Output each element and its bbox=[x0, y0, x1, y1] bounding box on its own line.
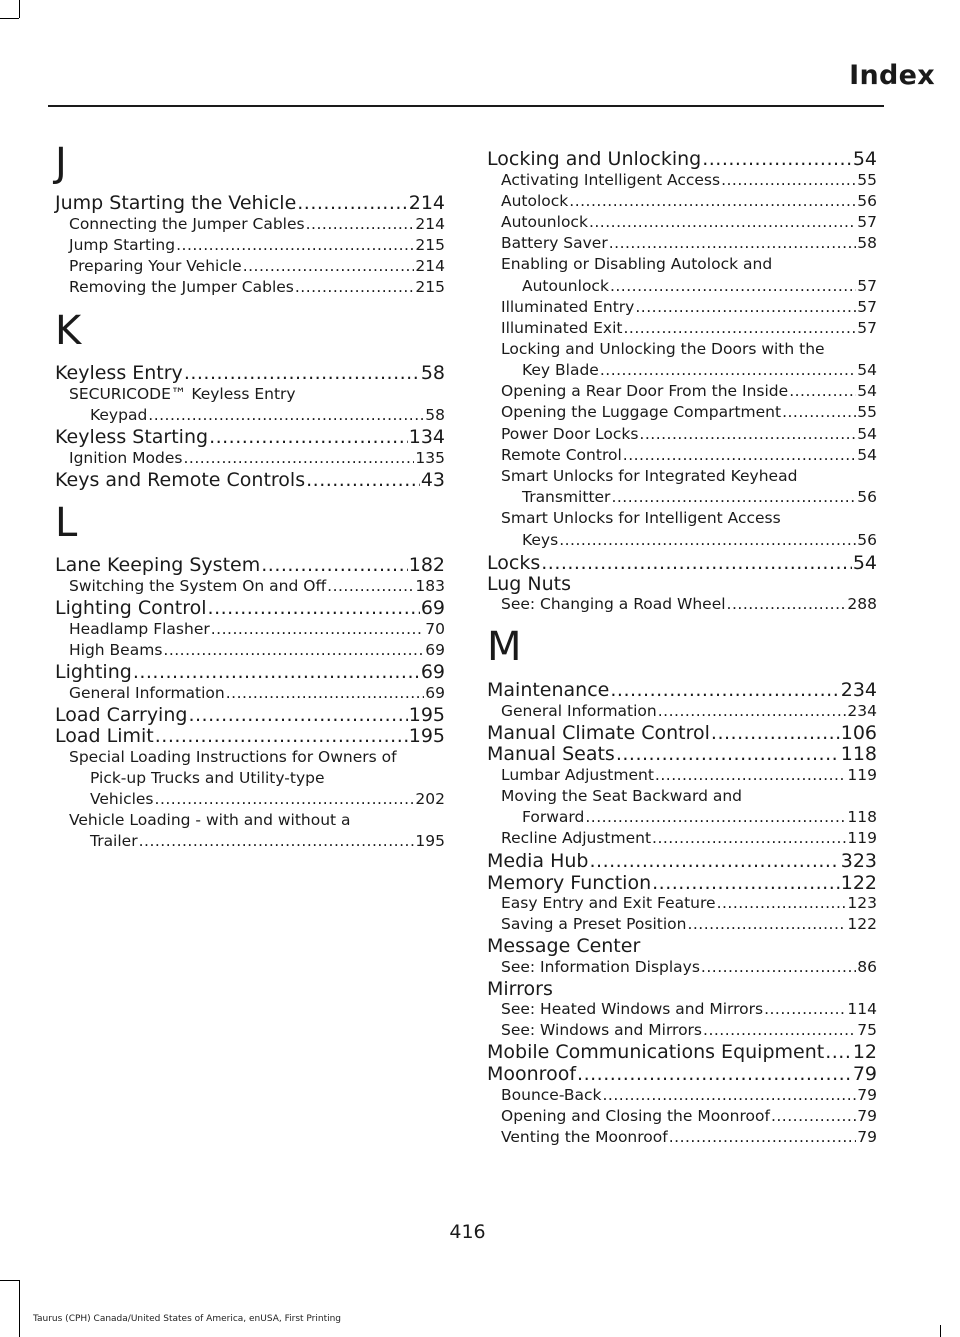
index-entry[interactable]: Keys and Remote Controls ..... 43 bbox=[55, 471, 445, 490]
index-subentry[interactable]: Vehicles ..... 202 bbox=[55, 792, 445, 808]
section-letter-j: J bbox=[55, 140, 67, 186]
index-subentry[interactable]: Ignition Modes ..... 135 bbox=[55, 451, 445, 467]
page-title: Index bbox=[849, 60, 935, 91]
index-entry[interactable]: Media Hub ..... 323 bbox=[487, 852, 877, 871]
index-subentry[interactable]: Saving a Preset Position ..... 122 bbox=[487, 917, 877, 933]
index-subentry[interactable]: Recline Adjustment ..... 119 bbox=[487, 831, 877, 847]
index-subentry[interactable]: General Information ..... 69 bbox=[55, 686, 445, 702]
crop-mark bbox=[0, 1280, 19, 1281]
index-entry-label: Lug Nuts bbox=[487, 573, 571, 595]
crop-mark bbox=[0, 18, 19, 19]
index-entry[interactable]: Locking and Unlocking ..... 54 bbox=[487, 150, 877, 169]
index-subentry[interactable]: Venting the Moonroof ..... 79 bbox=[487, 1130, 877, 1146]
index-subentry-line: Smart Unlocks for Integrated Keyhead bbox=[501, 467, 798, 485]
index-subentry[interactable]: Bounce-Back ..... 79 bbox=[487, 1088, 877, 1104]
index-subentry-line: Moving the Seat Backward and bbox=[501, 787, 742, 805]
index-entry[interactable]: Lighting Control ..... 69 bbox=[55, 599, 445, 618]
index-subentry[interactable]: Forward ..... 118 bbox=[487, 810, 877, 826]
index-subentry[interactable]: Battery Saver ..... 58 bbox=[487, 236, 877, 252]
index-subentry[interactable]: Remote Control ..... 54 bbox=[487, 448, 877, 464]
index-subentry[interactable]: Keypad ..... 58 bbox=[55, 408, 445, 424]
index-subentry[interactable]: Key Blade ..... 54 bbox=[487, 363, 877, 379]
index-subentry[interactable]: See: Heated Windows and Mirrors ..... 114 bbox=[487, 1002, 877, 1018]
index-subentry-line: Special Loading Instructions for Owners of bbox=[69, 748, 397, 766]
index-subentry[interactable]: Switching the System On and Off ..... 183 bbox=[55, 579, 445, 595]
index-subentry[interactable]: Activating Intelligent Access ..... 55 bbox=[487, 173, 877, 189]
index-subentry[interactable]: High Beams ..... 69 bbox=[55, 643, 445, 659]
index-subentry[interactable]: General Information ..... 234 bbox=[487, 704, 877, 720]
index-entry[interactable]: Load Carrying ..... 195 bbox=[55, 706, 445, 725]
index-subentry-line: Locking and Unlocking the Doors with the bbox=[501, 340, 825, 358]
index-entry[interactable]: Keyless Starting ..... 134 bbox=[55, 428, 445, 447]
index-entry[interactable]: Manual Seats ..... 118 bbox=[487, 745, 877, 764]
index-subentry[interactable]: Transmitter ..... 56 bbox=[487, 490, 877, 506]
index-entry-label: Message Center bbox=[487, 935, 641, 957]
index-subentry[interactable]: Autolock ..... 56 bbox=[487, 194, 877, 210]
index-subentry[interactable]: Illuminated Exit ..... 57 bbox=[487, 321, 877, 337]
index-subentry-line: Vehicle Loading - with and without a bbox=[69, 811, 351, 829]
index-subentry[interactable]: Opening the Luggage Compartment ..... 55 bbox=[487, 405, 877, 421]
index-subentry[interactable]: See: Information Displays ..... 86 bbox=[487, 960, 877, 976]
page-number: 416 bbox=[449, 1221, 486, 1243]
index-entry[interactable]: Jump Starting the Vehicle ..... 214 bbox=[55, 194, 445, 213]
index-entry[interactable]: Locks ..... 54 bbox=[487, 554, 877, 573]
crop-mark bbox=[19, 1280, 20, 1337]
index-entry[interactable]: Mobile Communications Equipment ..... 12 bbox=[487, 1043, 877, 1062]
index-subentry[interactable]: See: Windows and Mirrors ..... 75 bbox=[487, 1023, 877, 1039]
index-subentry[interactable]: Easy Entry and Exit Feature ..... 123 bbox=[487, 896, 877, 912]
index-entry[interactable]: Load Limit ..... 195 bbox=[55, 727, 445, 746]
index-subentry[interactable]: Removing the Jumper Cables ..... 215 bbox=[55, 280, 445, 296]
index-entry[interactable]: Keyless Entry ..... 58 bbox=[55, 364, 445, 383]
index-subentry[interactable]: Headlamp Flasher ..... 70 bbox=[55, 622, 445, 638]
footer-text: Taurus (CPH) Canada/United States of America, enUSA, First Printing bbox=[33, 1314, 342, 1324]
index-subentry-line: Enabling or Disabling Autolock and bbox=[501, 255, 773, 273]
crop-mark bbox=[940, 1325, 941, 1337]
index-subentry[interactable]: Autounlock ..... 57 bbox=[487, 279, 877, 295]
section-letter-l: L bbox=[55, 500, 78, 546]
index-entry[interactable]: Lighting ..... 69 bbox=[55, 663, 445, 682]
index-subentry-line: SECURICODE™ Keyless Entry bbox=[69, 385, 296, 403]
index-entry[interactable]: Memory Function ..... 122 bbox=[487, 874, 877, 893]
index-entry[interactable]: Moonroof ..... 79 bbox=[487, 1065, 877, 1084]
section-letter-m: M bbox=[487, 624, 522, 670]
index-subentry[interactable]: Keys ..... 56 bbox=[487, 533, 877, 549]
title-rule bbox=[48, 105, 884, 107]
index-subentry[interactable]: Power Door Locks ..... 54 bbox=[487, 427, 877, 443]
index-subentry[interactable]: Preparing Your Vehicle ..... 214 bbox=[55, 259, 445, 275]
index-entry[interactable]: Lane Keeping System ..... 182 bbox=[55, 556, 445, 575]
section-letter-k: K bbox=[55, 308, 82, 354]
index-subentry[interactable]: Jump Starting ..... 215 bbox=[55, 238, 445, 254]
index-subentry[interactable]: Trailer ..... 195 bbox=[55, 834, 445, 850]
index-entry[interactable]: Maintenance ..... 234 bbox=[487, 681, 877, 700]
index-subentry[interactable]: Connecting the Jumper Cables ..... 214 bbox=[55, 217, 445, 233]
index-subentry[interactable]: Lumbar Adjustment ..... 119 bbox=[487, 768, 877, 784]
index-subentry[interactable]: Illuminated Entry ..... 57 bbox=[487, 300, 877, 316]
index-subentry[interactable]: See: Changing a Road Wheel ..... 288 bbox=[487, 597, 877, 613]
index-subentry-line: Smart Unlocks for Intelligent Access bbox=[501, 509, 781, 527]
index-subentry[interactable]: Opening and Closing the Moonroof ..... 79 bbox=[487, 1109, 877, 1125]
index-subentry-line: Pick-up Trucks and Utility-type bbox=[90, 769, 325, 787]
index-entry[interactable]: Manual Climate Control ..... 106 bbox=[487, 724, 877, 743]
index-subentry[interactable]: Opening a Rear Door From the Inside ..... 54 bbox=[487, 384, 877, 400]
index-subentry[interactable]: Autounlock ..... 57 bbox=[487, 215, 877, 231]
crop-mark bbox=[19, 0, 20, 18]
index-entry-label: Mirrors bbox=[487, 978, 553, 1000]
